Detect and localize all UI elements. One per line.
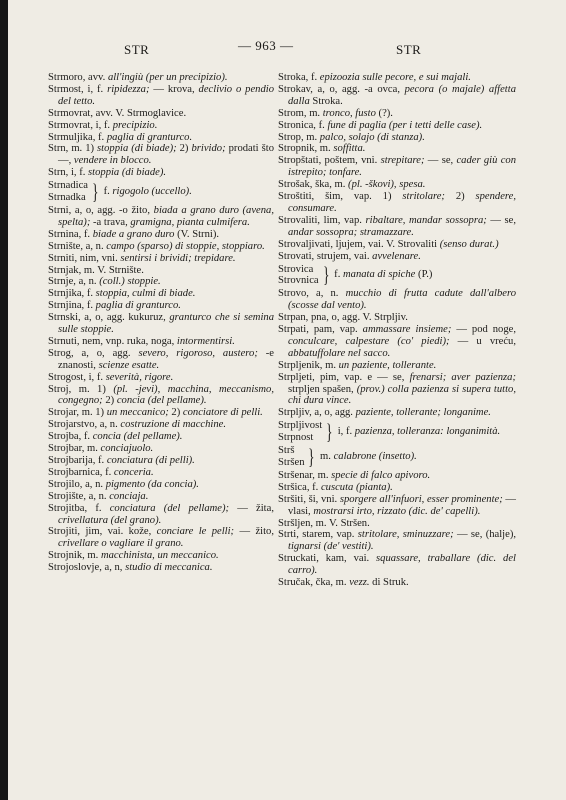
definition-text: manata di spiche: [343, 269, 416, 281]
entry-text: Strni, a, o, agg. -o žito,: [48, 204, 154, 216]
entry-text: Strojbarnica, f.: [48, 466, 114, 478]
dictionary-entry: [278, 529, 516, 553]
dictionary-entry: [48, 407, 274, 419]
dictionary-entry: [48, 491, 274, 503]
dictionary-entry: [48, 431, 274, 443]
entry-text: Strojbarija, f.: [48, 455, 107, 466]
definition-text: (prov.) colla pazienza si supera tutto, chi dura vince.: [288, 383, 517, 407]
entry-text: Strti, starem, vap.: [278, 529, 358, 541]
dictionary-entry: [278, 360, 516, 372]
dictionary-entry: [278, 72, 516, 84]
definition-text: concia (del pellame).: [116, 395, 207, 407]
definition-text: fune di paglia (per i tetti delle case).: [327, 119, 483, 131]
entry-text: Stroj, m. 1): [48, 383, 114, 395]
entry-text: Stronica, f.: [278, 119, 328, 131]
entry-text: Strojar, m. 1): [48, 407, 107, 419]
definition-text: precipizio.: [112, 119, 158, 131]
definition-text: conciatura (di pelli).: [106, 455, 195, 466]
entry-text: — se, (halje),: [453, 529, 516, 541]
entry-text: Strojoslovje, a, n,: [48, 562, 126, 574]
brace-glyph: }: [326, 419, 333, 445]
definition-text: (coll.) stoppie.: [99, 276, 161, 288]
entry-text: Stropnik, m.: [278, 143, 334, 155]
dictionary-entry: [48, 108, 274, 120]
dictionary-entry: [278, 470, 516, 482]
dictionary-entry: [278, 407, 516, 419]
dictionary-entry: [48, 265, 274, 277]
entry-text: Strnje, a, n.: [48, 276, 100, 288]
dictionary-entry: [48, 132, 274, 144]
entry-text: Strnuti, nem, vnp. ruka, noga,: [48, 335, 177, 347]
entry-text: Strovaliti, lim, vap.: [278, 214, 366, 226]
definition-text: campo (sparso) di stoppie, stoppiaro.: [106, 240, 265, 252]
dictionary-entry: [278, 132, 516, 144]
entry-text: Stroštiti, šim, vap. 1): [278, 191, 403, 203]
entry-text: Strogost, i, f.: [48, 371, 106, 383]
dictionary-entry: [278, 482, 516, 494]
entry-text: Strmovrat, i, f.: [48, 119, 113, 131]
entry-text: (V. Strni).: [174, 228, 219, 240]
definition-text: stoppia, culmi di biade.: [95, 288, 196, 300]
entry-text: — pod noge,: [451, 324, 517, 336]
definition-text: un paziente, tollerante.: [338, 359, 437, 371]
entry-text: 2): [102, 395, 117, 407]
definition-text: all'ingiù (per un precipizio).: [107, 72, 228, 83]
definition-text: (pl. -škovi), spesa.: [348, 179, 426, 191]
definition-text: squassare, traballare (dic. del carro).: [288, 553, 516, 577]
entry-text: — žito,: [234, 526, 274, 538]
dictionary-entry: [48, 241, 274, 253]
headword: Strnadka: [48, 192, 86, 204]
definition-text: biada a grano duro (avena, spelta);: [58, 204, 274, 228]
definition-text: granturco che si semina sulle stoppie.: [58, 312, 274, 336]
dictionary-entry: [278, 155, 516, 179]
definition-text: avvelenare.: [372, 250, 421, 262]
definition-text: severità, rigore.: [105, 371, 174, 383]
brace-glyph: }: [92, 179, 99, 205]
definition-text: severo, rigoroso, austero;: [138, 347, 258, 359]
definition-text: soffitta.: [333, 143, 366, 155]
entry-text: Strn, i, f.: [48, 167, 89, 179]
definition-text: ribaltare, mandar sossopra;: [365, 214, 487, 226]
dictionary-entry: [48, 384, 274, 408]
entry-text: Strniti, nim, vni.: [48, 252, 121, 264]
entry-group: [278, 264, 516, 288]
entry-text: Strnjika, f.: [48, 288, 96, 300]
definition-text: specie di falco apivoro.: [331, 469, 431, 481]
entry-text: Strojarstvo, a, n.: [48, 419, 121, 431]
note-text: (P.): [415, 269, 433, 281]
grammar-text: f.: [334, 269, 343, 281]
dictionary-entry: [278, 215, 516, 239]
grammar-text: f.: [103, 186, 113, 198]
entry-text: Stropštati, poštem, vni.: [278, 155, 381, 167]
definition-text: cuscuta (pianta).: [320, 481, 393, 493]
dictionary-entry: [48, 143, 274, 167]
headword: Stršen: [278, 457, 305, 468]
entry-text: Strojiti, jim, vai. kože,: [48, 526, 157, 538]
entry-text: Strop, m.: [278, 131, 320, 143]
entry-text: Strnjina, f.: [48, 300, 96, 312]
dictionary-entry: [48, 419, 274, 431]
definition-text: (pl. -jevi), macchina, meccanismo, congegno;: [58, 383, 274, 407]
dictionary-entry: [278, 120, 516, 132]
definition-text: spendere, consumare.: [288, 191, 516, 214]
definition-text: conciaja.: [109, 490, 149, 502]
headword: Strovica: [278, 263, 314, 275]
entry-text: Strovati, strujem, vai.: [278, 250, 373, 262]
definition-text: conculcare, calpestare (co' piedi);: [288, 335, 450, 347]
definition-text: andar sossopra; stramazzare.: [288, 226, 414, 238]
definition-text: ripidezza;: [107, 83, 150, 95]
definition-text: sentirsi i brividi; trepidare.: [120, 252, 236, 264]
dictionary-entry: [48, 120, 274, 132]
dictionary-entry: [48, 253, 274, 265]
definition-text: pazienza, tolleranza: longanimità.: [354, 426, 501, 438]
definition-text: paglia di granturco.: [106, 131, 193, 143]
entry-text: prodati što —,: [58, 143, 274, 167]
definition-text: costruzione di macchine.: [120, 419, 227, 431]
definition-text: strepitare;: [380, 155, 425, 167]
entry-text: Strovo, a, n.: [278, 288, 346, 300]
dictionary-entry: [278, 251, 516, 263]
entry-text: Strog, a, o, agg.: [48, 347, 139, 359]
group-definition: [334, 269, 432, 281]
dictionary-entry: [48, 312, 274, 336]
entry-text: Stršenar, m.: [278, 469, 332, 481]
dictionary-entry: [48, 443, 274, 455]
dictionary-entry: [48, 526, 274, 550]
entry-text: Strpljenik, m.: [278, 359, 339, 371]
dictionary-entry: [278, 239, 516, 251]
definition-text: (senso durat.): [439, 238, 499, 250]
entry-text: Strokav, a, o, agg. -a ovca,: [278, 83, 405, 95]
entry-text: Strom, m.: [278, 107, 323, 119]
dictionary-entry: [278, 84, 516, 108]
page-number: — 963 —: [238, 38, 294, 53]
brace-glyph: }: [308, 444, 315, 469]
right-column: [278, 72, 516, 589]
dictionary-entry: [278, 324, 516, 360]
entry-text: — se,: [424, 155, 457, 167]
dictionary-entry: [278, 577, 516, 589]
scan-edge: [0, 0, 8, 800]
entry-text: Strnjak, m. V. Strnište.: [48, 264, 144, 276]
entry-text: 2): [168, 407, 183, 419]
entry-text: — krova,: [149, 83, 199, 95]
definition-text: conceria.: [113, 466, 154, 478]
grammar-text: m.: [320, 451, 334, 463]
entry-text: -e znanosti,: [58, 347, 274, 371]
entry-text: Strpljiv, a, o, agg.: [278, 407, 356, 419]
dictionary-entry: [48, 455, 274, 467]
entry-text: Strpljeti, pim, vap. e — se,: [278, 371, 410, 383]
entry-text: — u vreću,: [449, 335, 517, 347]
definition-text: sporgere all'infuori, esser prominente;: [339, 493, 503, 505]
dictionary-entry: [48, 229, 274, 241]
entry-text: Strojitba, f.: [48, 502, 110, 514]
definition-text: concia (del pellame).: [92, 431, 183, 443]
definition-text: conciare le pelli;: [156, 526, 235, 538]
headword: Strpljivost: [278, 420, 323, 432]
definition-text: declivio o pendio del tetto.: [58, 83, 275, 107]
dictionary-entry: [48, 336, 274, 348]
dictionary-entry: [278, 179, 516, 191]
definition-text: stritolare;: [402, 191, 445, 203]
definition-text: macchinista, un meccanico.: [100, 550, 219, 562]
entry-text: Strmuljika, f.: [48, 131, 107, 143]
dictionary-entry: [48, 372, 274, 384]
dictionary-entry: [48, 300, 274, 312]
definition-text: vendere in blocco.: [73, 155, 152, 167]
headword: Strš: [278, 445, 295, 457]
definition-text: calabrone (insetto).: [333, 451, 417, 463]
definition-text: conciatura (del pellame);: [109, 502, 230, 514]
dictionary-entry: [48, 348, 274, 372]
definition-text: epizoozia sulle pecore, e sui majali.: [319, 72, 471, 83]
definition-text: conciatore di pelli.: [182, 407, 263, 419]
group-headwords: [278, 445, 304, 469]
dictionary-entry: [48, 205, 274, 229]
dictionary-entry: [48, 288, 274, 300]
dictionary-entry: [278, 372, 516, 408]
group-headwords: [278, 420, 322, 444]
dictionary-entry: [278, 191, 516, 215]
definition-text: pigmento (da concia).: [105, 478, 199, 490]
entry-text: di Struk.: [369, 577, 409, 589]
definition-text: stritolare, sminuzzare;: [357, 529, 454, 541]
dictionary-entry: [278, 143, 516, 155]
dictionary-entry: [278, 553, 516, 577]
definition-text: conciajuolo.: [100, 443, 154, 455]
entry-text: Strmovrat, avv. V. Strmoglavice.: [48, 107, 187, 119]
entry-text: Strn, m. 1): [48, 143, 98, 155]
definition-text: palco, solajo (di stanza).: [319, 131, 425, 143]
entry-group: [278, 420, 516, 444]
entry-text: Strpan, pna, o, agg. V. Strpljiv.: [278, 312, 408, 324]
entry-text: -a trava,: [90, 216, 131, 228]
dictionary-entry: [48, 167, 274, 179]
dictionary-entry: [48, 276, 274, 288]
definition-text: mucchio di frutta cadute dall'albero (scosse dal vento).: [288, 288, 516, 312]
entry-text: Stršljen, m. V. Stršen.: [278, 517, 370, 529]
definition-text: abbatuffolare nel sacco.: [288, 347, 391, 359]
entry-text: Strpati, pam, vap.: [278, 324, 363, 336]
definition-text: un meccanico;: [106, 407, 169, 419]
dictionary-entry: [48, 479, 274, 491]
definition-text: gramigna, pianta culmifera.: [130, 216, 250, 228]
entry-text: — žita,: [229, 502, 274, 514]
group-definition: [104, 186, 192, 198]
entry-group: [278, 445, 516, 469]
entry-text: Strojbar, m.: [48, 443, 101, 455]
definition-text: mostrarsi irto, rizzato (dic. de' capelli).: [313, 505, 481, 517]
entry-text: Stršiti, ši, vni.: [278, 493, 340, 505]
dictionary-entry: [278, 494, 516, 518]
definition-text: frenarsi; aver pazienza;: [409, 371, 516, 383]
dictionary-entry: [278, 288, 516, 312]
definition-text: cader giù con istrepito; tonfare.: [288, 155, 517, 179]
entry-text: strpljen spašen,: [288, 383, 357, 395]
grammar-text: i, f.: [337, 426, 355, 438]
dictionary-entry: [48, 72, 274, 84]
dictionary-entry: [278, 518, 516, 530]
definition-text: scienze esatte.: [98, 359, 160, 371]
header-left-guideword: STR: [124, 42, 150, 57]
brace-glyph: }: [322, 262, 330, 288]
dictionary-page: [8, 0, 566, 800]
entry-text: Strojba, f.: [48, 431, 93, 443]
definition-text: biade a grano duro: [92, 228, 175, 240]
entry-text: Stručak, čka, m.: [278, 577, 350, 589]
dictionary-entry: [278, 312, 516, 324]
page-header: [48, 38, 536, 60]
group-definition: [320, 451, 417, 463]
definition-text: tronco, fusto: [322, 107, 376, 119]
definition-text: tignarsi (de' vestiti).: [288, 541, 374, 553]
entry-text: Strojište, a, n.: [48, 490, 110, 502]
dictionary-entry: [278, 108, 516, 120]
headword: Strpnost: [278, 432, 314, 444]
entry-text: Struckati, kam, vai.: [278, 553, 377, 565]
definition-text: paglia di granturco.: [95, 300, 181, 312]
entry-text: Strmost, i, f.: [48, 83, 108, 95]
entry-text: — vlasi,: [288, 493, 517, 517]
definition-text: rigogolo (uccello).: [112, 186, 192, 198]
definition-text: paziente, tollerante; longanime.: [355, 407, 491, 419]
left-column: [48, 72, 274, 574]
entry-text: Strnina, f.: [48, 228, 93, 240]
entry-group: [48, 180, 274, 204]
entry-text: Strovaljivati, ljujem, vai. V. Strovaliti: [278, 238, 440, 250]
group-headwords: [278, 264, 319, 288]
entry-text: (?).: [375, 107, 393, 119]
definition-text: ammassare insieme;: [362, 324, 452, 336]
headword: Strovnica: [278, 275, 319, 287]
entry-text: Stršica, f.: [278, 481, 321, 493]
definition-text: intormentirsi.: [176, 335, 235, 347]
entry-text: Strnište, a, n.: [48, 240, 107, 252]
entry-text: Stroka.: [309, 95, 343, 107]
entry-text: 2): [176, 143, 192, 155]
group-headwords: [48, 180, 88, 204]
entry-text: 2): [444, 191, 476, 203]
dictionary-entry: [48, 562, 274, 574]
definition-text: brivido;: [191, 143, 226, 155]
dictionary-entry: [48, 467, 274, 479]
entry-text: Strmoro, avv.: [48, 72, 108, 83]
definition-text: studio di meccanica.: [125, 562, 213, 574]
group-definition: [338, 426, 500, 438]
definition-text: crivellare o vagliare il grano.: [58, 538, 184, 550]
entry-text: Strnski, a, o, agg. kukuruz,: [48, 312, 170, 324]
dictionary-entry: [48, 503, 274, 527]
header-right-guideword: STR: [396, 42, 422, 57]
definition-text: stoppia (di biade).: [88, 167, 167, 179]
entry-text: Strošak, ška, m.: [278, 179, 349, 191]
definition-text: pecora (o majale) affetta dalla: [288, 83, 516, 107]
dictionary-entry: [48, 84, 274, 108]
dictionary-entry: [48, 550, 274, 562]
entry-text: Strojilo, a, n.: [48, 478, 106, 490]
definition-text: vezz.: [349, 577, 370, 589]
definition-text: crivellatura (del grano).: [58, 514, 162, 526]
entry-text: — se,: [486, 214, 516, 226]
entry-text: Stroka, f.: [278, 72, 320, 83]
definition-text: stoppia (di biade);: [97, 143, 177, 155]
headword: Strnadica: [48, 180, 89, 192]
entry-text: Strojnik, m.: [48, 550, 101, 562]
